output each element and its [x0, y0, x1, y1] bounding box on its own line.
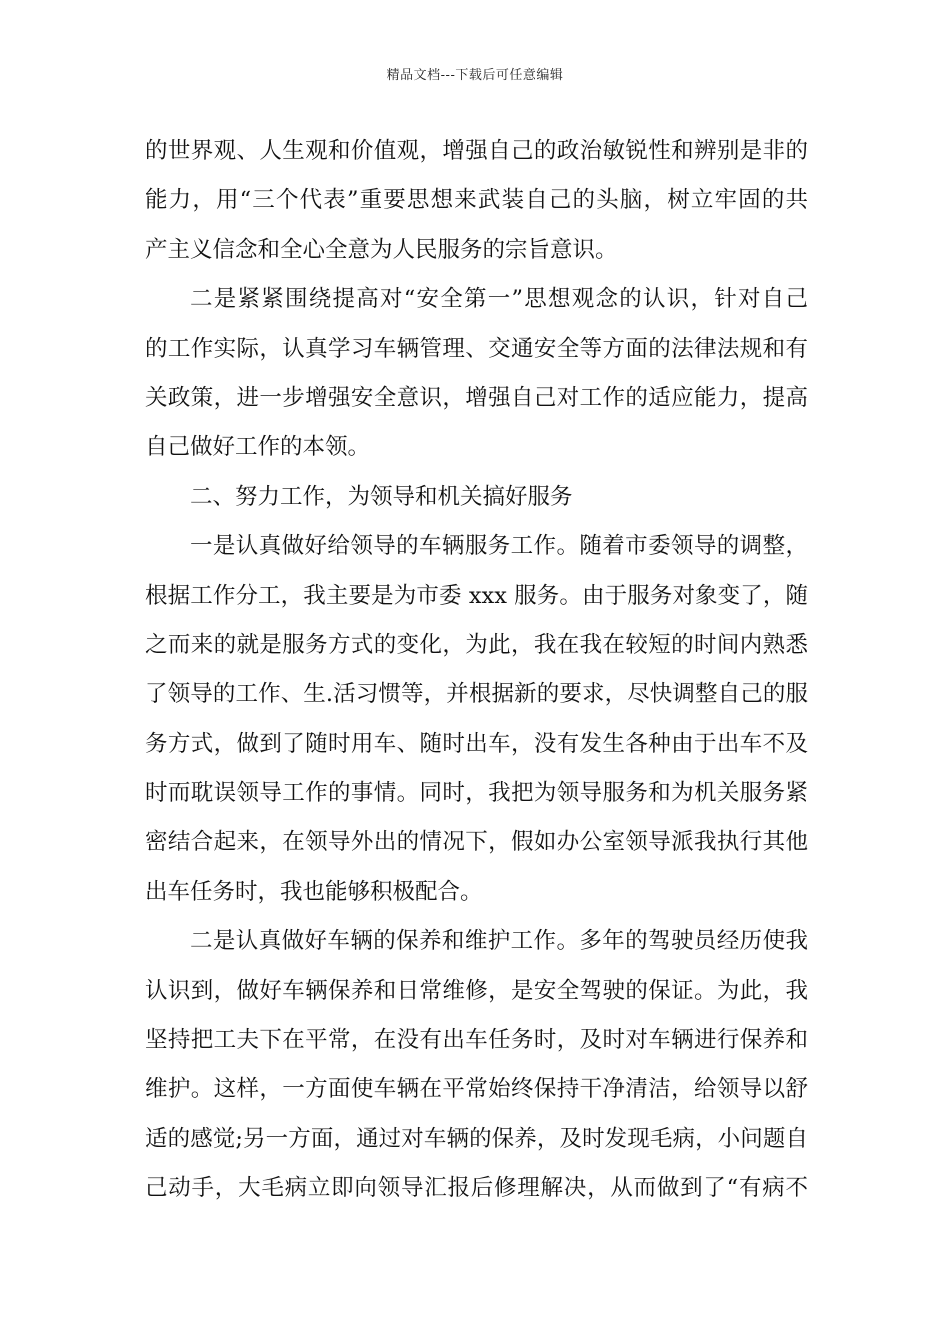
- text-line: 时而耽误领导工作的事情。同时，我把为领导服务和为机关服务紧: [145, 780, 808, 807]
- text-line: 关政策，进一步增强安全意识，增强自己对工作的适应能力，提高: [145, 384, 808, 411]
- text-line: 的世界观、人生观和价值观，增强自己的政治敏锐性和辨别是非的: [145, 138, 808, 164]
- text-line: 产主义信念和全心全意为人民服务的宗旨意识。: [145, 236, 618, 263]
- text-line: 坚持把工夫下在平常，在没有出车任务时，及时对车辆进行保养和: [145, 1027, 808, 1054]
- text-line: 能力，用“三个代表”重要思想来武装自己的头脑，树立牢固的共: [145, 187, 808, 214]
- text-line: 之而来的就是服务方式的变化，为此，我在我在较短的时间内熟悉: [145, 631, 808, 658]
- text-line: 维护。这样，一方面使车辆在平常始终保持干净清洁，给领导以舒: [145, 1076, 808, 1103]
- text-line: 一是认真做好给领导的车辆服务工作。随着市委领导的调整，: [190, 533, 808, 560]
- text-line: 根据工作分工，我主要是为市委 xxx 服务。由于服务对象变了，随: [145, 582, 808, 609]
- text-line: 二是认真做好车辆的保养和维护工作。多年的驾驶员经历使我: [190, 928, 808, 955]
- text-line: 了领导的工作、生.活习惯等，并根据新的要求，尽快调整自己的服: [145, 681, 808, 708]
- text-line: 己动手，大毛病立即向领导汇报后修理解决，从而做到了“有病不: [145, 1175, 808, 1202]
- text-line: 密结合起来，在领导外出的情况下，假如办公室领导派我执行其他: [145, 829, 808, 856]
- text-line: 的工作实际，认真学习车辆管理、交通安全等方面的法律法规和有: [145, 335, 808, 362]
- text-line: 二是紧紧围绕提高对“安全第一”思想观念的认识，针对自己: [190, 286, 808, 313]
- text-line: 适的感觉;另一方面，通过对车辆的保养，及时发现毛病，小问题自: [145, 1125, 808, 1152]
- text-line: 自己做好工作的本领。: [145, 434, 371, 461]
- page-header: 精品文档---下载后可任意编辑: [386, 68, 564, 83]
- text-line: 出车任务时，我也能够积极配合。: [145, 878, 483, 905]
- text-line: 二、努力工作，为领导和机关搞好服务: [190, 483, 573, 510]
- text-line: 认识到，做好车辆保养和日常维修，是安全驾驶的保证。为此，我: [145, 977, 808, 1004]
- document-body: [145, 127, 808, 1214]
- text-line: 务方式，做到了随时用车、随时出车，没有发生各种由于出车不及: [145, 730, 808, 757]
